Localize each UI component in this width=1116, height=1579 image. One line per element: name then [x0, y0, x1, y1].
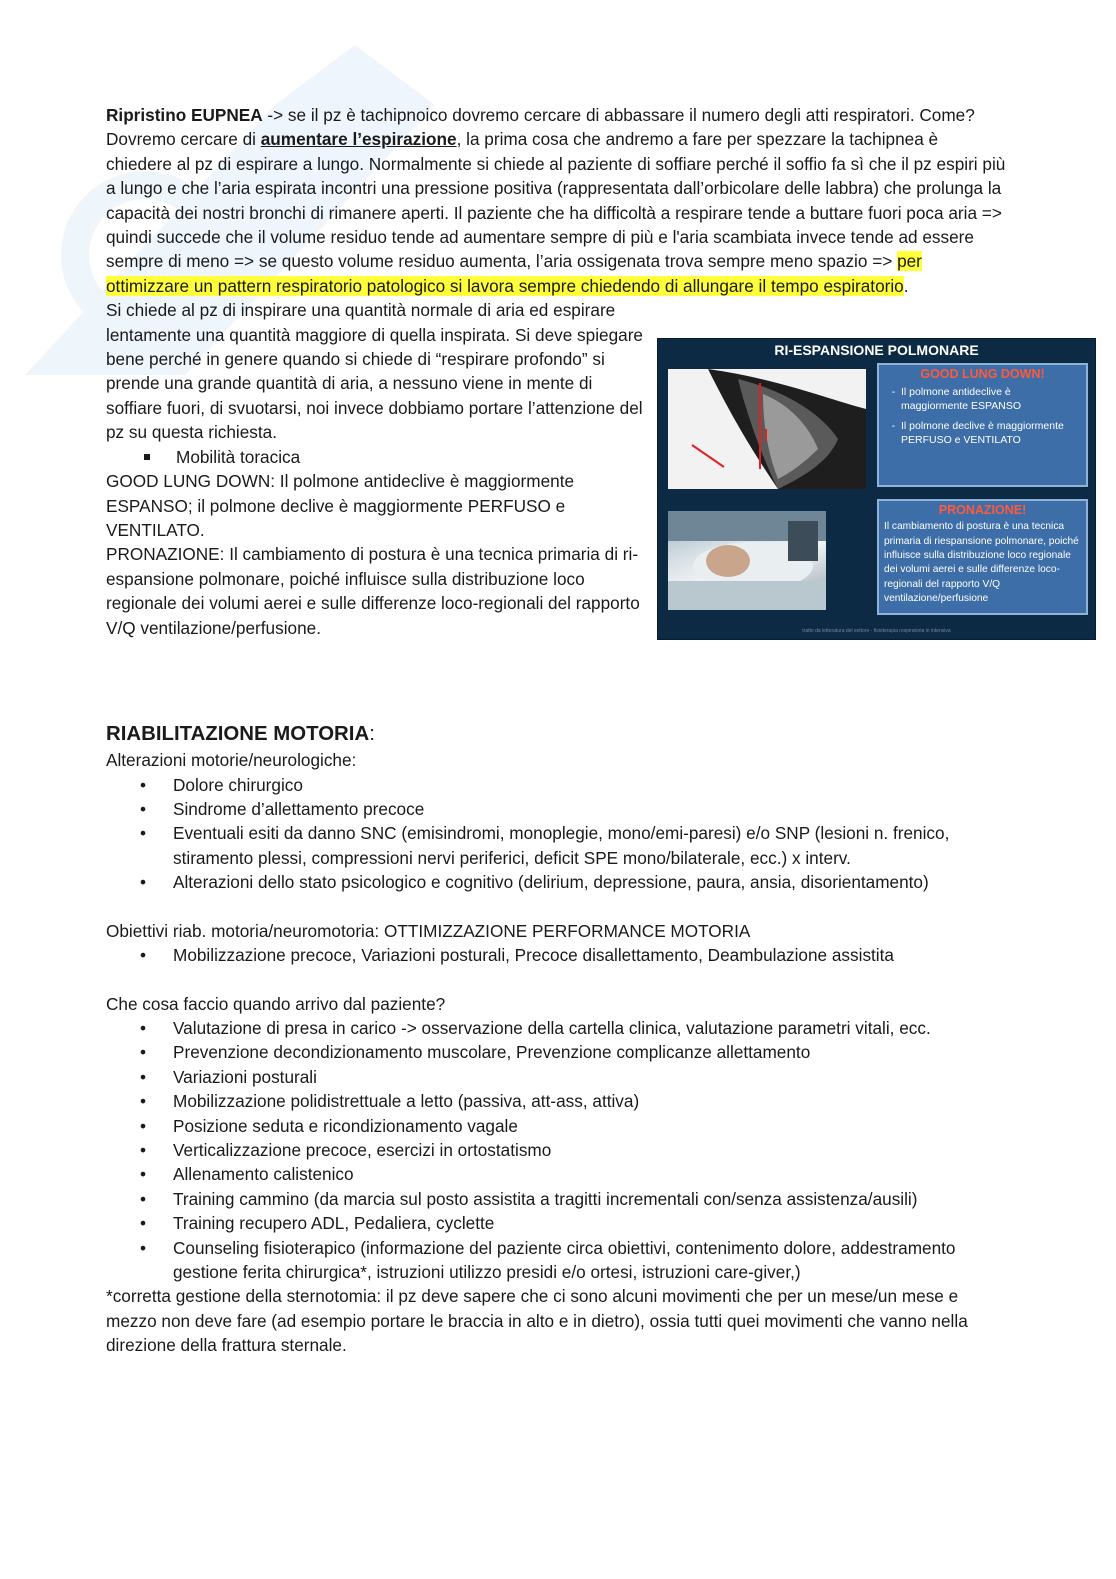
- subheading-che-cosa-faccio: Che cosa faccio quando arrivo dal paziente?: [106, 993, 446, 1014]
- pronazione-title: PRONAZIONE!: [938, 503, 1027, 518]
- pronation-photo: [668, 511, 826, 610]
- good-lung-down-list: [883, 385, 1080, 447]
- list-item: • Training recupero ADL, Pedaliera, cyclette: [106, 1211, 1006, 1235]
- paragraph-eupnea: Ripristino EUPNEA -> se il pz è tachipnoico dovremo cercare di abbassare il numero degli atti respiratori. Come? Dovremo cercare di aumentare l’espirazione, la prima cosa che andremo a fare per spezzare la tachipnea è chiedere al pz di espirare a lungo. Normalmente si chiede al paziente di soffiare perché il soffio fa sì che il pz espiri più a lungo e che l’aria espirata incontri una pressione positiva (rappresentata dall’orbicolare delle labbra) che prolunga la capacità dei nostri bronchi di rimanere aperti. Il paziente che ha difficoltà a respirare tende a buttare fuori poca aria => quindi succede che il volume residuo tende ad aumentare sempre di più e l'aria scambiata invece tende ad essere sempre di meno => se questo volume residuo aumenta, l’aria ossigenata trova sempre meno spazio => per ottimizzare un pattern respiratorio patologico si lavora sempre chiedendo di allungare il tempo espiratorio.: [106, 105, 1006, 296]
- paragraph-inspirare: Si chiede al pz di inspirare una quantità normale di aria ed espirare lentamente una quantità maggiore di quella inspirata. Si deve spiegare bene perché in genere quando si chiede di “respirare profondo” si prende una grande quantità di aria, a nessuno viene in mente di soffiare fuori, di svuotarsi, noi invece dobbiamo portare l’attenzione del pz su questa richiesta.: [106, 300, 643, 443]
- pronazione-box: [877, 499, 1088, 615]
- list-item: • Prevenzione decondizionamento muscolare, Prevenzione complicanze allettamento: [106, 1040, 1006, 1064]
- list-item: • Training cammino (da marcia sul posto assistita a tragitti incrementali con/senza assistenza/ausili): [106, 1187, 1006, 1211]
- list-item: • Valutazione di presa in carico -> osservazione della cartella clinica, valutazione parametri vitali, ecc.: [106, 1016, 1006, 1040]
- paragraph-good-lung-down: GOOD LUNG DOWN: Il polmone antideclive è maggiormente ESPANSO; il polmone declive è maggiormente PERFUSO e VENTILATO.: [106, 471, 575, 540]
- list-item: • Allenamento calistenico: [106, 1162, 1006, 1186]
- obiettivi-list: [106, 943, 1006, 967]
- square-bullet-item: Mobilità toracica: [106, 445, 646, 469]
- pronazione-text: Il cambiamento di postura è una tecnica primaria di riespansione polmonare, poiché influisce sulla distribuzione loco regionale dei volumi aerei e sulle differenze loco-regionali del rapporto V/Q ventilazione/perfusione: [884, 521, 1079, 605]
- box-list-item: - Il polmone antideclive è maggiormente ESPANSO: [901, 385, 1080, 413]
- list-item: • Counseling fisioterapico (informazione del paziente circa obiettivi, contenimento dolore, addestramento gestione ferita chirurgica*, istruzioni utilizzo presidi e/o ortesi, istruzioni care-giver,): [106, 1236, 1006, 1285]
- list-item: • Dolore chirurgico: [106, 773, 1006, 797]
- text-with-slide: [106, 298, 1079, 668]
- paragraph-pronazione: PRONAZIONE: Il cambiamento di postura è una tecnica primaria di ri-espansione polmonare, poiché influisce sulla distribuzione loco regionale dei volumi aerei e sulle differenze loco-regionali del rapporto V/Q ventilazione/perfusione.: [106, 544, 640, 638]
- xray-drawing: [668, 369, 866, 489]
- slide-title: RI-ESPANSIONE POLMONARE: [774, 342, 979, 359]
- list-item: • Eventuali esiti da danno SNC (emisindromi, monoplegie, mono/emi-paresi) e/o SNP (lesioni n. frenico, stiramento plessi, compressioni nervi periferici, deficit SPE mono/bilaterale, ecc.) x interv.: [106, 821, 1006, 870]
- alterazioni-list: [106, 773, 1006, 895]
- slide-footer: tratto da letteratura del settore - fisioterapia respiratoria in intensiva: [802, 628, 951, 635]
- list-item: • Alterazioni dello stato psicologico e cognitivo (delirium, depressione, paura, ansia, disorientamento): [106, 870, 1006, 894]
- azioni-list: [106, 1016, 1006, 1284]
- highlighted-text: per ottimizzare un pattern respiratorio patologico si lavora sempre chiedendo di allungare il tempo espiratorio: [106, 251, 922, 296]
- subheading-obiettivi: Obiettivi riab. motoria/neuromotoria: OTTIMIZZAZIONE PERFORMANCE MOTORIA: [106, 920, 751, 941]
- list-item: • Verticalizzazione precoce, esercizi in ortostatismo: [106, 1138, 1006, 1162]
- footnote-sternotomia: *corretta gestione della sternotomia: il pz deve sapere che ci sono alcuni movimenti che per un mese/un mese e mezzo non deve fare (ad esempio portare le braccia in alto e in dietro), ossia tutti quei movimenti che vanno nella direzione della frattura sternale.: [106, 1286, 968, 1356]
- pronation-drawing: [668, 511, 826, 610]
- list-item: • Mobilizzazione precoce, Variazioni posturali, Precoce disallettamento, Deambulazione assistita: [106, 943, 1006, 967]
- subheading-alterazioni: Alterazioni motorie/neurologiche:: [106, 750, 357, 771]
- section-title: RIABILITAZIONE MOTORIA:: [106, 723, 375, 746]
- square-bullet-icon: [144, 454, 150, 460]
- box-list-item: - Il polmone declive è maggiormente PERFUSO e VENTILATO: [901, 419, 1080, 447]
- list-item: • Posizione seduta e ricondizionamento vagale: [106, 1114, 1006, 1138]
- document-page: [106, 103, 1079, 1358]
- list-item: • Variazioni posturali: [106, 1065, 1006, 1089]
- emphasis-espirazione: aumentare l’espirazione: [260, 129, 457, 150]
- slide-image: [657, 338, 1096, 640]
- good-lung-down-title: GOOD LUNG DOWN!: [920, 367, 1045, 382]
- good-lung-down-box: [877, 363, 1088, 487]
- eupnea-heading: Ripristino EUPNEA: [106, 105, 263, 125]
- list-item: • Mobilizzazione polidistrettuale a letto (passiva, att-ass, attiva): [106, 1089, 1006, 1113]
- xray-image: [668, 369, 866, 489]
- left-column: [106, 298, 646, 640]
- list-item: • Sindrome d’allettamento precoce: [106, 797, 1006, 821]
